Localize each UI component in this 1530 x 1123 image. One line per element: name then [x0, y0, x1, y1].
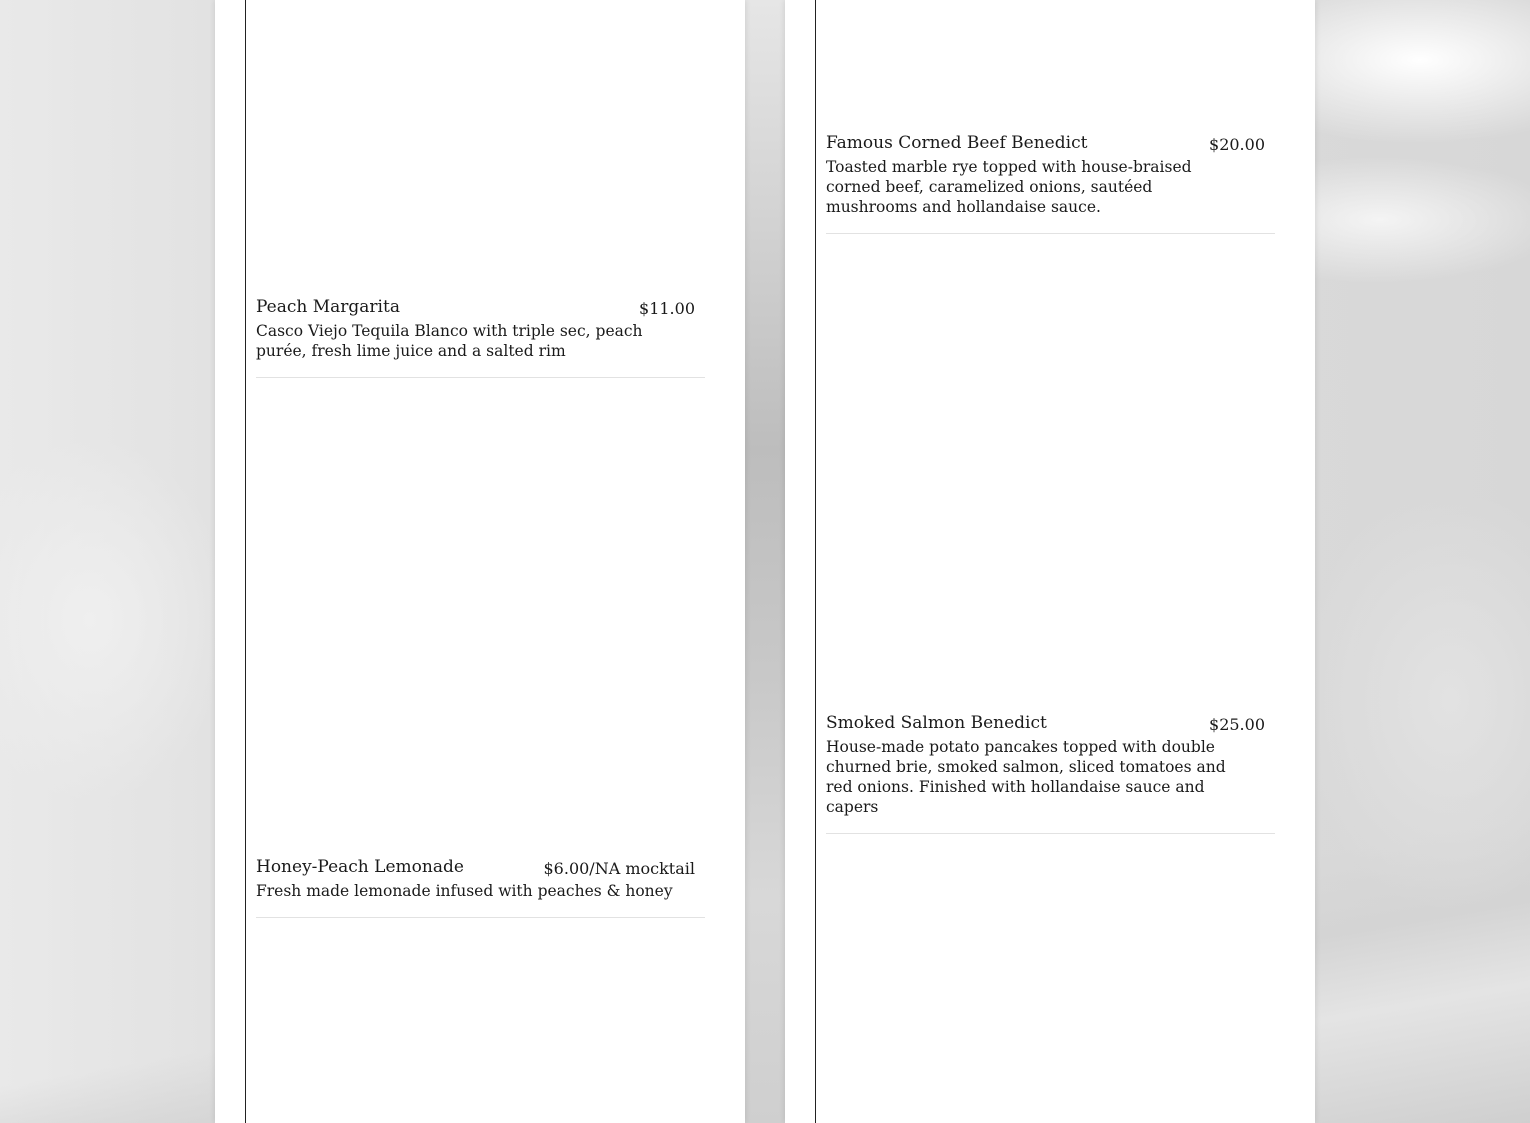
menu-item-name: Peach Margarita	[256, 297, 400, 317]
menu-item-name: Famous Corned Beef Benedict	[826, 133, 1088, 153]
menu-item-peach-margarita[interactable]	[256, 296, 705, 378]
menu-card-left	[215, 0, 745, 1123]
menu-item-price: $25.00	[1209, 715, 1265, 734]
menu-item-price: $11.00	[639, 299, 695, 318]
menu-item-honey-peach-lemonade[interactable]	[256, 856, 705, 918]
menu-item-header	[256, 296, 705, 320]
menu-item-description: Casco Viejo Tequila Blanco with triple sec, peach purée, fresh lime juice and a salted rim	[256, 322, 643, 360]
menu-item-name: Smoked Salmon Benedict	[826, 713, 1047, 733]
menu-item-name: Honey-Peach Lemonade	[256, 857, 464, 877]
page-background-gap	[745, 0, 785, 1123]
menu-item-price: $6.00/NA mocktail	[543, 859, 695, 878]
menu-item-smoked-salmon-benedict[interactable]	[826, 712, 1275, 834]
menu-item-corned-beef-benedict[interactable]	[826, 132, 1275, 234]
menu-item-description: Toasted marble rye topped with house-braised corned beef, caramelized onions, sautéed mushrooms and hollandaise sauce.	[826, 158, 1192, 216]
column-divider-line	[245, 0, 246, 1123]
menu-item-header	[826, 712, 1275, 736]
column-divider-line	[815, 0, 816, 1123]
menu-card-right	[785, 0, 1315, 1123]
menu-item-header	[256, 856, 705, 880]
menu-item-price: $20.00	[1209, 135, 1265, 154]
menu-item-description: House-made potato pancakes topped with double churned brie, smoked salmon, sliced tomatoes and red onions. Finished with hollandaise sauce and capers	[826, 738, 1226, 816]
menu-item-header	[826, 132, 1275, 156]
menu-item-description: Fresh made lemonade infused with peaches & honey	[256, 882, 673, 900]
